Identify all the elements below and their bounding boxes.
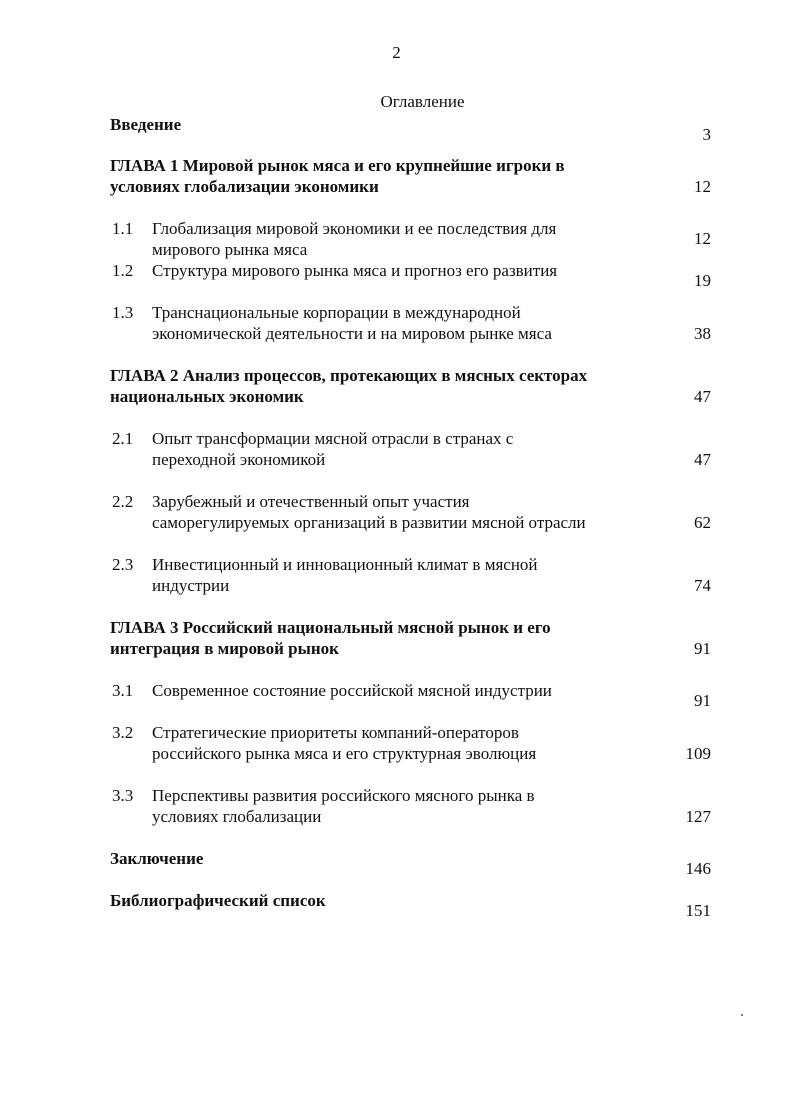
toc-section-2-1-line1[interactable]: Опыт трансформации мясной отрасли в странах с xyxy=(152,429,514,448)
toc-section-2-2-line1[interactable]: Зарубежный и отечественный опыт участия xyxy=(152,492,470,511)
toc-chapter1-page: 12 xyxy=(694,177,711,196)
toc-bibliography-label[interactable]: Библиографический список xyxy=(110,891,326,910)
toc-section-1-1-page: 12 xyxy=(694,229,711,248)
toc-section-number: 1.2 xyxy=(112,261,134,280)
toc-section-1-2-line1[interactable]: Структура мирового рынка мяса и прогноз его развития xyxy=(152,261,558,280)
toc-section-1-2-page: 19 xyxy=(694,271,711,290)
toc-section-3-1-page: 91 xyxy=(694,691,711,710)
toc-section-number: 3.2 xyxy=(112,723,134,742)
toc-section-number: 3.1 xyxy=(112,681,134,700)
toc-section-2-2-line2[interactable]: саморегулируемых организаций в развитии мясной отрасли xyxy=(152,513,586,532)
toc-section-number: 2.3 xyxy=(112,555,134,574)
toc-section-1-3-line1[interactable]: Транснациональные корпорации в международной xyxy=(152,303,521,322)
toc-section-2-3-page: 74 xyxy=(694,576,711,595)
toc-section-1-3-line2[interactable]: экономической деятельности и на мировом рынке мяса xyxy=(152,324,552,343)
toc-intro-page: 3 xyxy=(702,125,711,144)
toc-chapter2-line2[interactable]: национальных экономик xyxy=(110,387,304,406)
toc-section-3-3-line1[interactable]: Перспективы развития российского мясного рынка в xyxy=(152,786,535,805)
toc-section-3-3-page: 127 xyxy=(685,807,711,826)
toc-section-number: 3.3 xyxy=(112,786,134,805)
toc-conclusion-page: 146 xyxy=(685,859,711,878)
toc-bibliography-page: 151 xyxy=(685,901,711,920)
toc-section-3-2-line1[interactable]: Стратегические приоритеты компаний-операторов xyxy=(152,723,519,742)
toc-chapter1-line2[interactable]: условиях глобализации экономики xyxy=(110,177,379,196)
toc-section-3-3-line2[interactable]: условиях глобализации xyxy=(152,807,322,826)
toc-section-number: 2.1 xyxy=(112,429,134,448)
toc-section-2-1-page: 47 xyxy=(694,450,711,469)
toc-section-2-3-line1[interactable]: Инвестиционный и инновационный климат в мясной xyxy=(152,555,538,574)
toc-section-3-2-line2[interactable]: российского рынка мяса и его структурная эволюция xyxy=(152,744,537,763)
toc-section-2-1-line2[interactable]: переходной экономикой xyxy=(152,450,326,469)
toc-section-2-3-line2[interactable]: индустрии xyxy=(152,576,230,595)
toc-section-1-1-line2[interactable]: мирового рынка мяса xyxy=(152,240,308,259)
toc-section-1-3-page: 38 xyxy=(694,324,711,343)
toc-section-3-2-page: 109 xyxy=(685,744,711,763)
toc-chapter2-line1[interactable]: ГЛАВА 2 Анализ процессов, протекающих в мясных секторах xyxy=(110,366,588,385)
toc-section-3-1-line1[interactable]: Современное состояние российской мясной индустрии xyxy=(152,681,552,700)
toc-conclusion-label[interactable]: Заключение xyxy=(110,849,204,868)
toc-chapter3-page: 91 xyxy=(694,639,711,658)
toc-section-1-1-line1[interactable]: Глобализация мировой экономики и ее последствия для xyxy=(152,219,557,238)
toc-section-number: 2.2 xyxy=(112,492,134,511)
page-number: 2 xyxy=(392,43,401,62)
toc-section-2-2-page: 62 xyxy=(694,513,711,532)
scan-speck xyxy=(741,1014,743,1016)
toc-section-number: 1.3 xyxy=(112,303,134,322)
toc-chapter3-line2[interactable]: интеграция в мировой рынок xyxy=(110,639,339,658)
toc-chapter3-line1[interactable]: ГЛАВА 3 Российский национальный мясной рынок и его xyxy=(110,618,551,637)
toc-chapter1-line1[interactable]: ГЛАВА 1 Мировой рынок мяса и его крупнейшие игроки в xyxy=(110,156,565,175)
toc-title: Оглавление xyxy=(380,92,465,111)
toc-chapter2-page: 47 xyxy=(694,387,711,406)
toc-intro-label[interactable]: Введение xyxy=(110,115,182,134)
toc-section-number: 1.1 xyxy=(112,219,134,238)
